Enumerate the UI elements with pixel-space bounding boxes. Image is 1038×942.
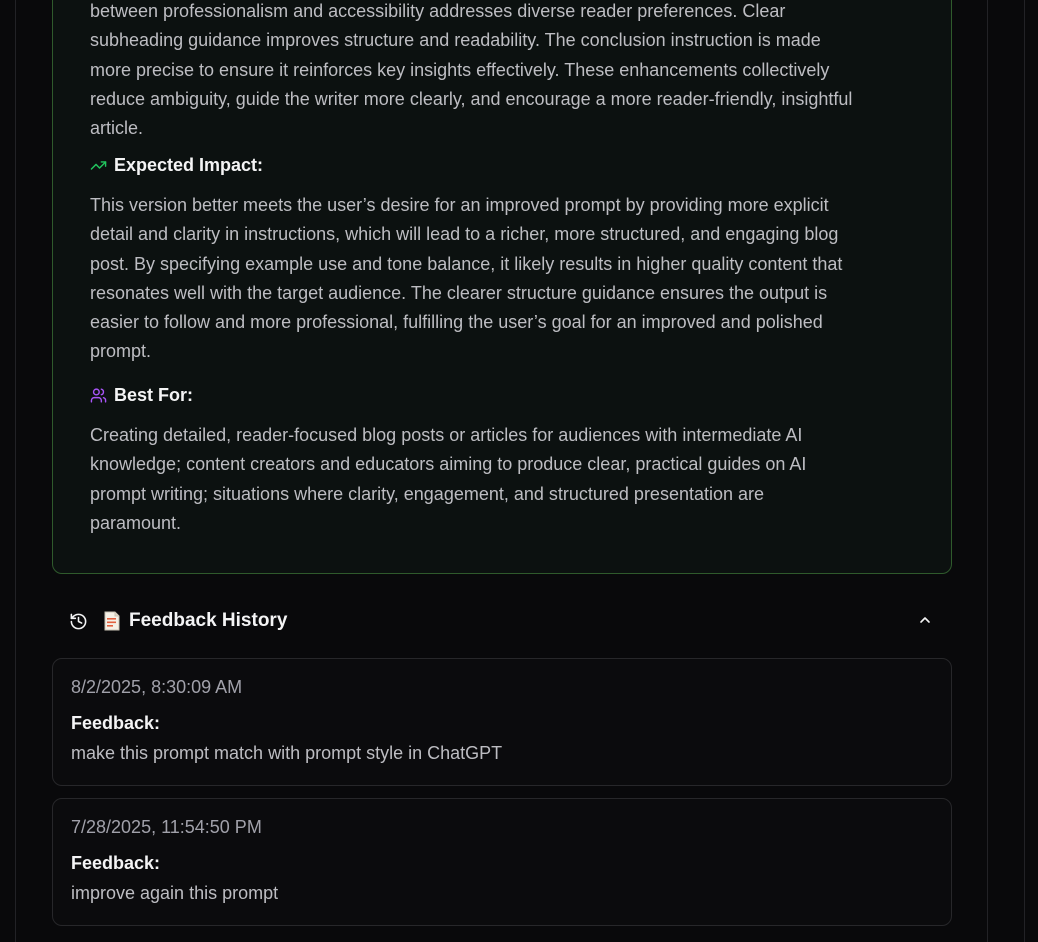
feedback-history-item [52, 798, 952, 926]
feedback-timestamp: 8/2/2025, 8:30:09 AM [71, 677, 243, 697]
expected-impact-heading [90, 155, 263, 176]
feedback-text: make this prompt match with prompt style in ChatGPT [71, 743, 503, 763]
text-line: article. [90, 118, 144, 139]
text-line: resonates well with the target audience. The clearer structure guidance ensures the output is [90, 282, 828, 303]
feedback-label: Feedback: [71, 853, 161, 873]
text-line: paramount. [90, 512, 182, 533]
trending-up-icon [90, 157, 107, 174]
best-for-label: Best For: [114, 385, 194, 405]
text-line: This version better meets the user’s desire for an improved prompt by providing more explicit [90, 195, 829, 215]
feedback-label: Feedback: [71, 713, 161, 733]
analysis-summary-text [90, 0, 920, 143]
text-line: easier to follow and more professional, fulfilling the user’s goal for an improved and polished [90, 312, 823, 333]
document-icon [103, 611, 121, 631]
text-line: knowledge; content creators and educators aiming to produce clear, practical guides on AI [90, 454, 807, 475]
expected-impact-label: Expected Impact: [114, 155, 264, 175]
text-line: more precise to ensure it reinforces key insights effectively. These enhancements collectively [90, 59, 830, 80]
text-line: detail and clarity in instructions, which will lead to a richer, more structured, and engaging blog [90, 224, 839, 245]
expected-impact-text [90, 191, 920, 367]
text-line: between professionalism and accessibility addresses diverse reader preferences. Clear [90, 1, 786, 21]
text-line: prompt. [90, 341, 152, 362]
chevron-up-icon [917, 612, 933, 633]
best-for-text [90, 421, 920, 538]
feedback-timestamp: 7/28/2025, 11:54:50 PM [71, 817, 262, 837]
right-divider [1024, 0, 1025, 942]
collapse-history-button[interactable] [912, 610, 938, 634]
text-line: subheading guidance improves structure and readability. The conclusion instruction is made [90, 30, 821, 51]
text-line: Creating detailed, reader-focused blog posts or articles for audiences with intermediate AI [90, 425, 803, 445]
text-line: reduce ambiguity, guide the writer more clearly, and encourage a more reader-friendly, insightful [90, 88, 853, 109]
users-icon [90, 387, 107, 404]
feedback-history-header[interactable] [52, 600, 952, 644]
history-icon [69, 612, 88, 636]
analysis-card [52, 0, 952, 574]
feedback-text: improve again this prompt [71, 883, 279, 903]
feedback-history-item [52, 658, 952, 786]
best-for-heading [90, 385, 193, 406]
feedback-history-title: Feedback History [129, 610, 288, 631]
text-line: prompt writing; situations where clarity, engagement, and structured presentation are [90, 483, 765, 504]
text-line: post. By specifying example use and tone balance, it likely results in higher quality content that [90, 253, 843, 274]
